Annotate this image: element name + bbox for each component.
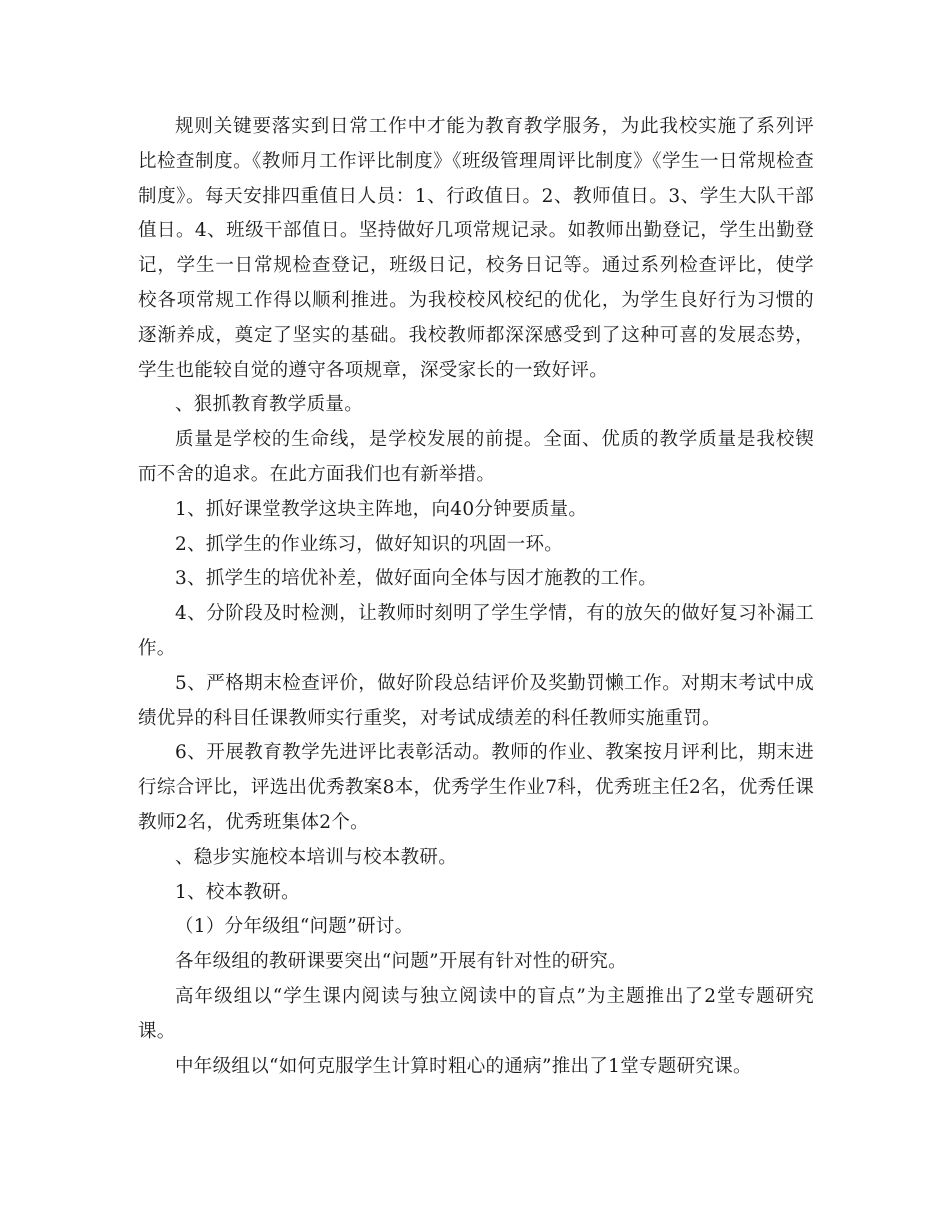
heading-school-training: 、稳步实施校本培训与校本教研。 — [175, 846, 458, 868]
list-item-homework: 2、抓学生的作业练习，做好知识的巩固一环。 — [175, 533, 564, 555]
list-item-evaluation: 5、严格期末检查评价，做好阶段总结评价及奖勤罚懒工作。对期末考试中成绩优异的科目任课教师实行重奖，对考试成绩差的科任教师实施重罚。 — [138, 672, 814, 729]
list-item-tutoring: 3、抓学生的培优补差，做好面向全体与因才施教的工作。 — [175, 568, 658, 590]
paragraph-quality-intro: 质量是学校的生命线，是学校发展的前提。全面、优质的教学质量是我校锲而不舍的追求。在此方面我们也有新举措。 — [138, 429, 814, 485]
document-body — [138, 110, 814, 1084]
subheading-school-research: 1、校本教研。 — [175, 881, 300, 903]
list-item-testing: 4、分阶段及时检测，让教师时刻明了学生学情，有的放矢的做好复习补漏工作。 — [138, 603, 814, 659]
list-item-classroom: 1、抓好课堂教学这块主阵地，向40分钟要质量。 — [175, 498, 588, 520]
paragraph-middle-grade: 中年级组以“如何克服学生计算时粗心的通病”推出了1堂专题研究课。 — [175, 1055, 752, 1077]
paragraph-grade-research: 各年级组的教研课要突出“问题”开展有针对性的研究。 — [175, 951, 627, 973]
subheading-grade-problems: （1）分年级组“问题”研讨。 — [175, 916, 414, 938]
paragraph-senior-grade: 高年级组以“学生课内阅读与独立阅读中的盲点”为主题推出了2堂专题研究课。 — [138, 985, 814, 1042]
list-item-awards: 6、开展教育教学先进评比表彰活动。教师的作业、教案按月评利比，期末进行综合评比，评选出优秀教案8本，优秀学生作业7科，优秀班主任2名，优秀任课教师2名，优秀班集体2个。 — [138, 742, 814, 833]
heading-teaching-quality: 、狠抓教育教学质量。 — [175, 394, 364, 416]
paragraph-routine-checks: 规则关键要落实到日常工作中才能为教育教学服务，为此我校实施了系列评比检查制度。《教师月工作评比制度》《班级管理周评比制度》《学生一日常规检查制度》。每天安排四重值日人员：1、行政值日。2、教师值日。3、学生大队干部值日。4、班级干部值日。坚持做好几项常规记录。如教师出勤登记，学生出勤登记，学生一日常规检查登记，班级日记，校务日记等。通过系列检查评比，使学校各项常规工作得以顺利推进。为我校校风校纪的优化，为学生良好行为习惯的逐渐养成，奠定了坚实的基础。我校教师都深深感受到了这种可喜的发展态势，学生也能较自觉的遵守各项规章，深受家长的一致好评。 — [138, 116, 814, 381]
